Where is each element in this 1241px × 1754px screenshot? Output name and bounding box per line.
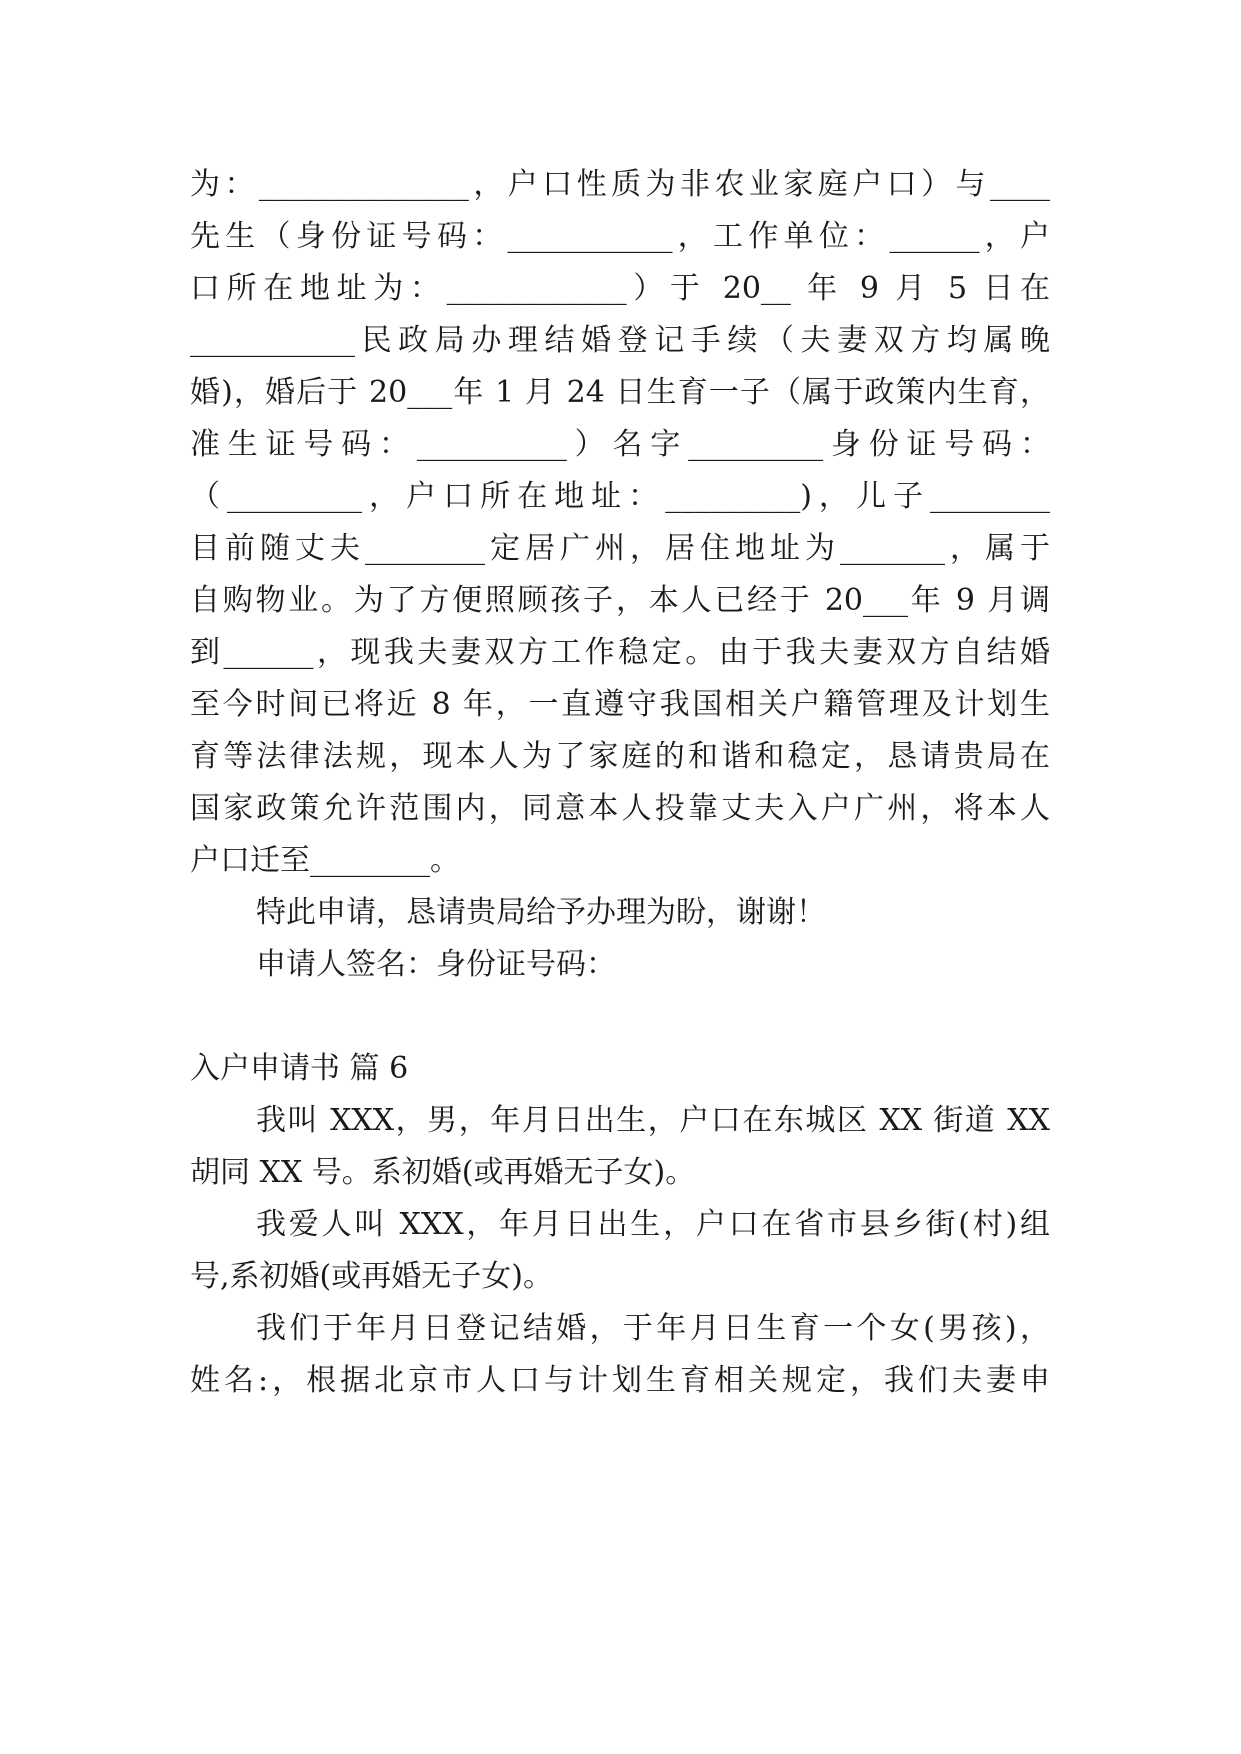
paragraph-line: 我叫 XXX，男，年月日出生，户口在东城区 XX 街道 XX xyxy=(256,1103,1050,1138)
paragraph-line: 至今时间已将近 8 年，一直遵守我国相关户籍管理及计划生 xyxy=(190,687,1050,722)
paragraph-line: 为：______________，户口性质为非农业家庭户口）与____ xyxy=(190,167,1050,202)
paragraph-line: ___________民政局办理结婚登记手续（夫妻双方均属晚 xyxy=(190,323,1050,358)
paragraph-line: 婚)，婚后于 20___年 1 月 24 日生育一子（属于政策内生育， xyxy=(190,375,1050,410)
paragraph-line: 号,系初婚(或再婚无子女)。 xyxy=(190,1259,553,1294)
section-heading: 入户申请书 篇 6 xyxy=(190,1051,409,1086)
paragraph-line: 胡同 XX 号。系初婚(或再婚无子女)。 xyxy=(190,1155,696,1190)
paragraph-line: 准生证号码：__________）名字_________身份证号码： xyxy=(190,427,1050,462)
signature-line: 申请人签名：身份证号码： xyxy=(256,947,616,982)
paragraph-line: 育等法律法规，现本人为了家庭的和谐和稳定，恳请贵局在 xyxy=(190,739,1050,774)
paragraph-line: 目前随丈夫________定居广州，居住地址为_______，属于 xyxy=(190,531,1050,566)
paragraph-line: 户口迁至________。 xyxy=(190,843,460,878)
paragraph-line: （_________，户口所在地址：_________)，儿子________ xyxy=(190,479,1050,514)
closing-request: 特此申请，恳请贵局给予办理为盼，谢谢！ xyxy=(256,895,826,930)
paragraph-line: 先生（身份证号码：___________，工作单位：______，户 xyxy=(190,219,1050,254)
paragraph-line: 自购物业。为了方便照顾孩子，本人已经于 20___年 9 月调 xyxy=(190,583,1050,618)
paragraph-line: 我们于年月日登记结婚，于年月日生育一个女(男孩)， xyxy=(256,1311,1050,1346)
paragraph-line: 我爱人叫 XXX，年月日出生，户口在省市县乡街(村)组 xyxy=(256,1207,1050,1242)
paragraph-line: 姓名:，根据北京市人口与计划生育相关规定，我们夫妻申 xyxy=(190,1363,1050,1398)
paragraph-line: 口所在地址为：____________）于 20__ 年 9 月 5 日在 xyxy=(190,271,1050,306)
paragraph-line: 国家政策允许范围内，同意本人投靠丈夫入户广州，将本人 xyxy=(190,791,1050,826)
paragraph-line: 到______，现我夫妻双方工作稳定。由于我夫妻双方自结婚 xyxy=(190,635,1050,670)
